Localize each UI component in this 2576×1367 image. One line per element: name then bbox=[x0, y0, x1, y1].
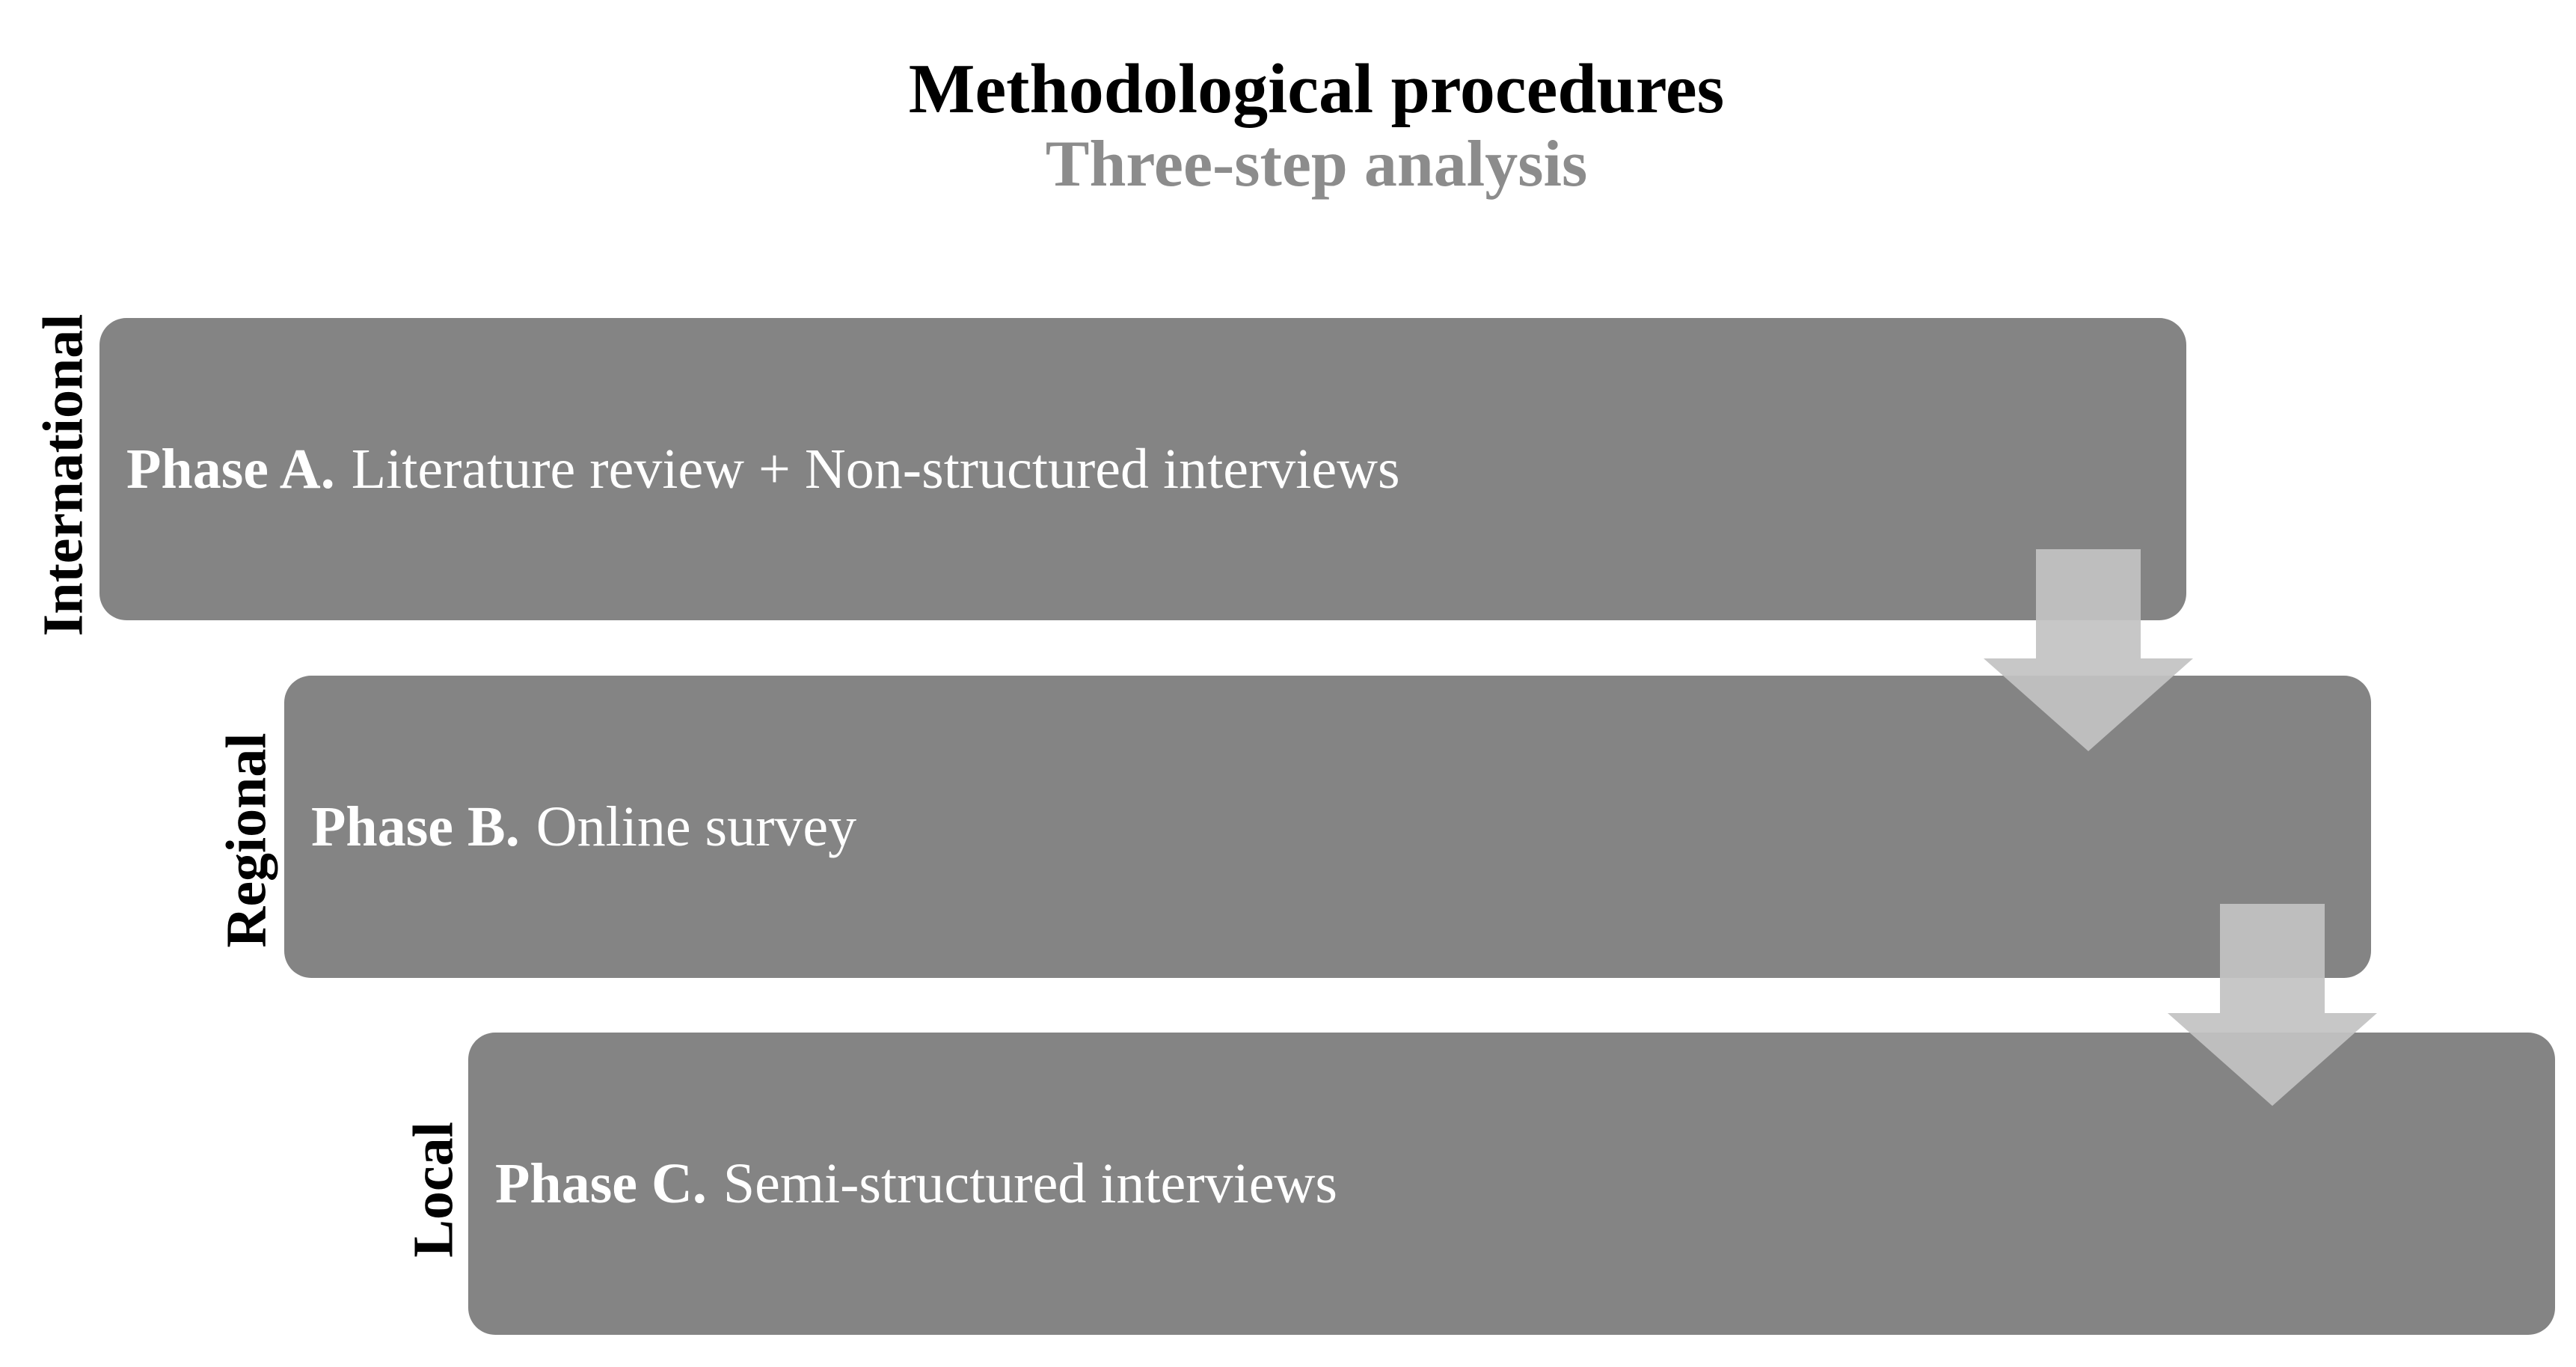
phase-text bbox=[495, 1033, 1337, 1335]
phase-id: Phase B. bbox=[311, 795, 520, 858]
diagram-title: Methodological procedures bbox=[908, 50, 1725, 128]
phase-id: Phase C. bbox=[495, 1152, 707, 1215]
arrow-shape bbox=[2168, 904, 2377, 1106]
diagram-subtitle: Three-step analysis bbox=[1045, 128, 1588, 201]
phase-description: Literature review + Non-structured interviews bbox=[351, 437, 1400, 501]
phase-id: Phase A. bbox=[126, 437, 335, 501]
phase-description: Semi-structured interviews bbox=[723, 1152, 1337, 1215]
down-arrow-icon bbox=[1984, 549, 2193, 751]
level-label-text: International bbox=[31, 314, 95, 637]
phase-box-a bbox=[99, 318, 2186, 620]
phase-text bbox=[126, 318, 1400, 620]
phase-description: Online survey bbox=[536, 795, 857, 858]
down-arrow-icon bbox=[2168, 904, 2377, 1106]
arrow-shape bbox=[1984, 549, 2193, 751]
level-label-text: Regional bbox=[215, 733, 278, 948]
phase-text bbox=[311, 676, 856, 978]
level-label-text: Local bbox=[402, 1122, 465, 1258]
